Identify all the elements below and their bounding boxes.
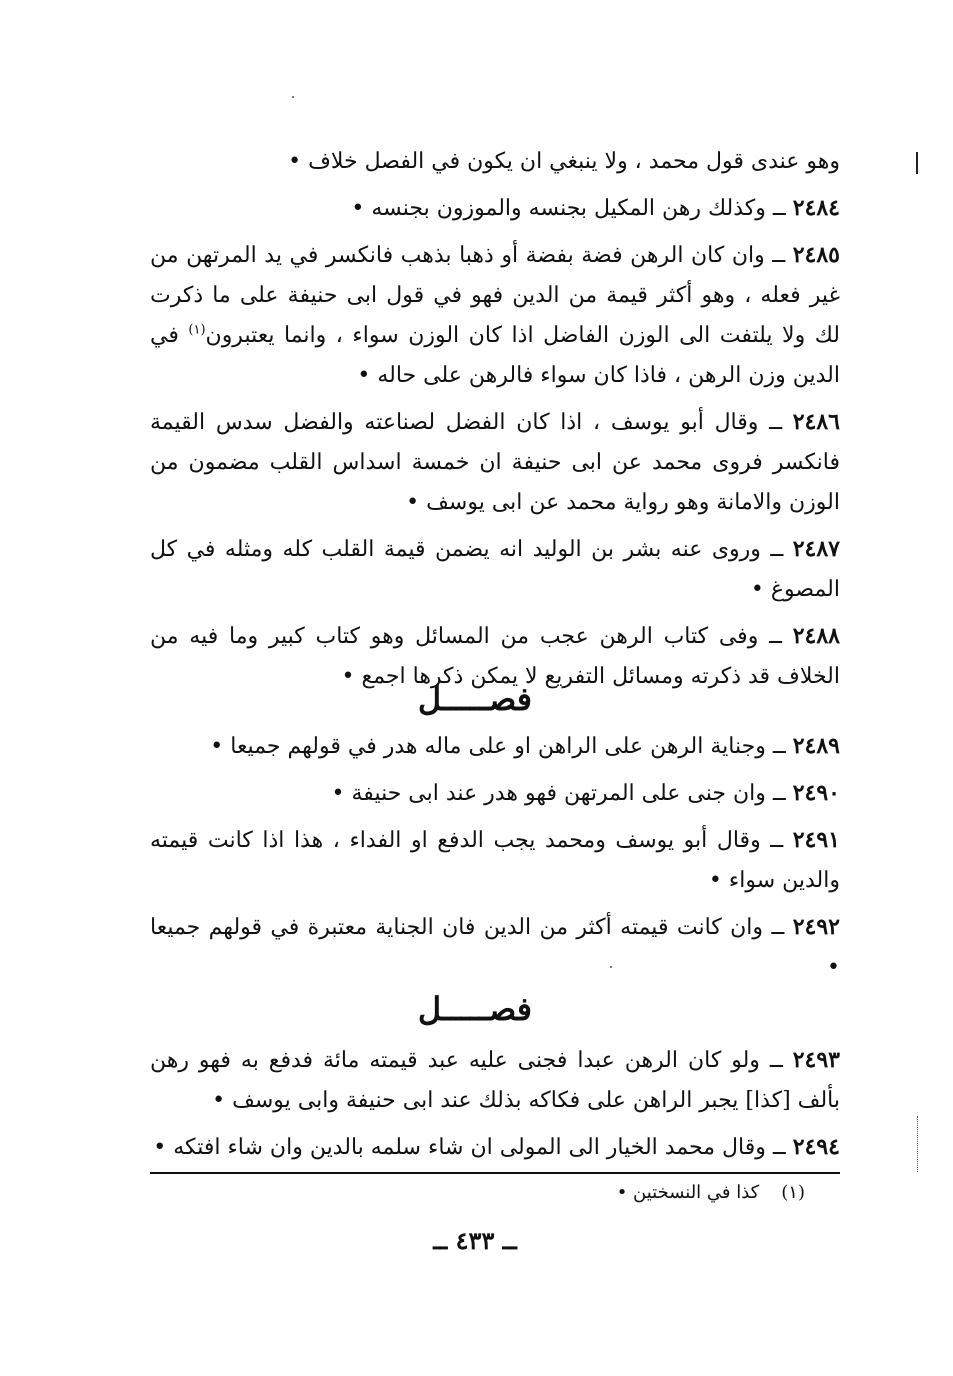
section-heading: فصـــــل	[417, 680, 533, 718]
paragraph-2493	[150, 1040, 840, 1121]
footnote-text: كذا في النسختين •	[616, 1182, 760, 1203]
paragraph-2494	[150, 1127, 840, 1168]
section-2-text-block	[150, 1040, 840, 1174]
paragraph-2489	[150, 726, 840, 767]
margin-mark	[916, 152, 918, 174]
paragraph-number: ٢٤٩٤	[792, 1134, 840, 1160]
paragraph-text: ــ وجناية الرهن على الراهن او على ماله هدر في قولهم جميعا •	[210, 734, 793, 759]
footnote-reference[interactable]: (١)	[188, 322, 206, 338]
paragraph-continuation	[150, 142, 840, 182]
paragraph-number: ٢٤٨٥	[792, 242, 840, 268]
paragraph-number: ٢٤٨٦	[792, 409, 840, 435]
paragraph-2490	[150, 773, 840, 814]
body-text-block	[150, 142, 840, 703]
paragraph-text: ــ وان كانت قيمته أكثر من الدين فان الجناية معتبرة في قولهم جميعا •	[150, 915, 840, 980]
section-1-text-block	[150, 726, 840, 994]
paragraph-text: وهو عندى قول محمد ، ولا ينبغي ان يكون في الفصل خلاف •	[288, 149, 840, 174]
paragraph-2491	[150, 820, 840, 901]
paragraph-number: ٢٤٩٣	[792, 1047, 840, 1073]
scan-speck	[292, 96, 294, 98]
paragraph-text: ــ وفى كتاب الرهن عجب من المسائل وهو كتاب كبير وما فيه من الخلاف قد ذكرته ومسائل التفريع لا يمكن ذكرها اجمع •	[150, 624, 840, 689]
paragraph-number: ٢٤٨٤	[792, 195, 840, 221]
footnote	[617, 1182, 805, 1203]
paragraph-text: في الدين وزن الرهن ، فاذا كان سواء فالرهن على حاله •	[150, 323, 840, 388]
paragraph-text: ــ وان جنى على المرتهن فهو هدر عند ابى حنيفة •	[331, 781, 793, 806]
paragraph-number: ٢٤٩٠	[792, 780, 840, 806]
paragraph-2487	[150, 529, 840, 610]
paragraph-text: ــ ولو كان الرهن عبدا فجنى عليه عبد قيمته مائة فدفع به فهو رهن بألف [كذا] يجبر الراهن على فكاكه بذلك عند ابى حنيفة وابى يوسف •	[150, 1048, 840, 1113]
paragraph-number: ٢٤٩١	[792, 827, 840, 853]
paragraph-number: ٢٤٨٧	[792, 536, 840, 562]
paragraph-text: ــ وكذلك رهن المكيل بجنسه والموزون بجنسه •	[351, 196, 793, 221]
paragraph-text: ــ وقال أبو يوسف ، اذا كان الفضل لصناعته والفضل سدس القيمة فانكسر فروى محمد عن ابى حنيفة ان خمسة اسداس القلب مضمون من الوزن والامانة وهو رواية محمد عن ابى يوسف •	[150, 410, 840, 515]
footnote-divider	[150, 1172, 840, 1174]
paragraph-text: ــ وقال محمد الخيار الى المولى ان شاء سلمه بالدين وان شاء افتكه •	[153, 1135, 793, 1160]
paragraph-number: ٢٤٩٢	[792, 914, 840, 940]
paragraph-text: ــ وان كان الرهن فضة بفضة أو ذهبا بذهب فانكسر في يد المرتهن من غير فعله ، وهو أكثر قيمة من الدين فهو في قول ابى حنيفة على ما ذكرت لك ولا يلتفت الى الوزن الفاضل اذا كان الوزن سواء ، وانما يعتبرون	[150, 243, 840, 348]
page-number: ــ ٤٣٣ ــ	[433, 1226, 517, 1255]
paragraph-text: ــ وقال أبو يوسف ومحمد يجب الدفع او الفداء ، هذا اذا كانت قيمته والدين سواء •	[150, 828, 840, 893]
paragraph-2484	[150, 188, 840, 229]
paragraph-2492	[150, 907, 840, 988]
paragraph-number: ٢٤٨٩	[792, 733, 840, 759]
section-heading: فصـــــل	[417, 990, 533, 1028]
paragraph-2486	[150, 402, 840, 523]
paragraph-text: ــ وروى عنه بشر بن الوليد انه يضمن قيمة القلب كله ومثله في كل المصوغ •	[150, 537, 840, 602]
paragraph-2485	[150, 235, 840, 396]
margin-mark	[915, 1116, 918, 1172]
footnote-marker: (١)	[781, 1182, 805, 1203]
paragraph-number: ٢٤٨٨	[792, 623, 840, 649]
